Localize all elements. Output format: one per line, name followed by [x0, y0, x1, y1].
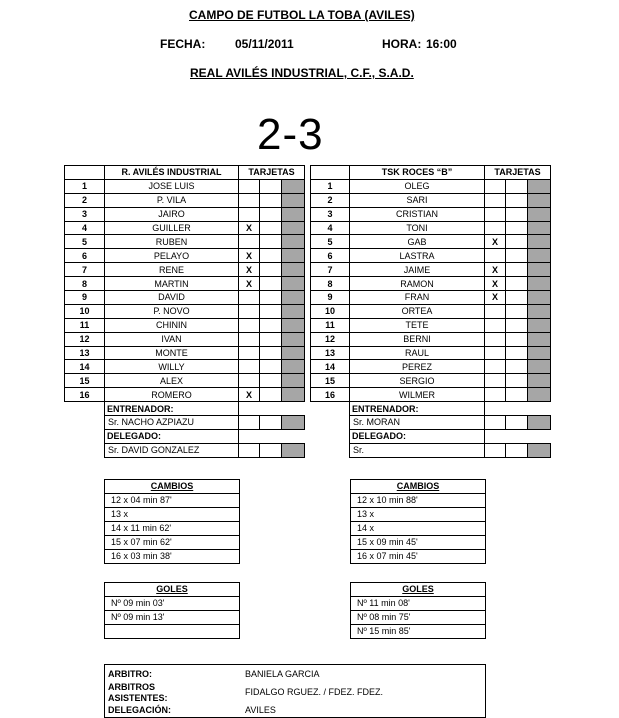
away-delegate-card1 — [485, 443, 506, 457]
away-player-card2 — [506, 193, 528, 207]
home-player-card2 — [260, 388, 282, 402]
away-player-name: JAIME — [350, 263, 485, 277]
away-delegate-name: Sr. — [350, 443, 485, 457]
home-player-card3 — [282, 221, 305, 235]
away-player-row — [311, 291, 551, 305]
away-player-name: LASTRA — [350, 249, 485, 263]
home-coach-card1 — [239, 416, 260, 430]
home-player-card2 — [260, 221, 282, 235]
home-player-card1 — [239, 332, 260, 346]
home-player-name: GUILLER — [105, 221, 239, 235]
away-player-number: 14 — [311, 360, 350, 374]
home-player-name: CHININ — [105, 318, 239, 332]
home-coach-name: Sr. NACHO AZPIAZU — [105, 416, 239, 430]
away-goals-title: GOLES — [351, 583, 485, 597]
away-sub-4: 15 x 09 min 45' — [351, 536, 485, 550]
away-player-card3 — [528, 291, 551, 305]
away-coach-label: ENTRENADOR: — [350, 402, 485, 416]
away-player-card3 — [528, 318, 551, 332]
away-player-number: 12 — [311, 332, 350, 346]
away-player-card1 — [485, 249, 506, 263]
home-player-number: 5 — [65, 235, 105, 249]
away-player-card1 — [485, 179, 506, 193]
away-player-card1: X — [485, 235, 506, 249]
home-player-card2 — [260, 304, 282, 318]
away-player-card3 — [528, 304, 551, 318]
away-player-card3 — [528, 207, 551, 221]
away-player-card3 — [528, 193, 551, 207]
home-player-card1 — [239, 374, 260, 388]
away-player-number: 2 — [311, 193, 350, 207]
away-goal-3: Nº 15 min 85' — [357, 626, 411, 636]
home-player-number: 3 — [65, 207, 105, 221]
home-player-card3 — [282, 207, 305, 221]
home-team-name: R. AVILÉS INDUSTRIAL — [105, 166, 239, 180]
home-player-row — [65, 193, 305, 207]
home-player-card2 — [260, 374, 282, 388]
home-player-number: 11 — [65, 318, 105, 332]
spacer — [282, 402, 305, 416]
away-player-row — [311, 179, 551, 193]
home-player-name: WILLY — [105, 360, 239, 374]
home-sub-1: 12 x 04 min 87' — [105, 494, 239, 508]
away-player-number: 13 — [311, 346, 350, 360]
home-player-card1 — [239, 346, 260, 360]
home-player-row — [65, 304, 305, 318]
away-sub-3: 14 x — [351, 522, 485, 536]
home-sub-3: 14 x 11 min 62' — [105, 522, 239, 536]
referee-value: BANIELA GARCIA — [245, 669, 320, 679]
away-player-card2 — [506, 291, 528, 305]
home-player-card1 — [239, 318, 260, 332]
away-player-card2 — [506, 179, 528, 193]
home-delegate-card1 — [239, 443, 260, 457]
home-player-card1 — [239, 304, 260, 318]
home-player-name: JOSE LUIS — [105, 179, 239, 193]
away-player-row — [311, 263, 551, 277]
away-player-name: FRAN — [350, 291, 485, 305]
home-player-row — [65, 235, 305, 249]
away-player-card2 — [506, 332, 528, 346]
away-player-number: 11 — [311, 318, 350, 332]
home-player-number: 2 — [65, 193, 105, 207]
referee-label: ARBITRO: — [108, 669, 152, 679]
away-player-row — [311, 193, 551, 207]
home-player-card2 — [260, 207, 282, 221]
away-player-number: 1 — [311, 179, 350, 193]
away-player-card3 — [528, 388, 551, 402]
home-player-number: 14 — [65, 360, 105, 374]
away-player-card2 — [506, 374, 528, 388]
spacer — [311, 402, 350, 416]
away-lineup-table — [310, 165, 551, 458]
home-player-card3 — [282, 318, 305, 332]
home-player-card3 — [282, 277, 305, 291]
home-player-card2 — [260, 277, 282, 291]
home-player-card1: X — [239, 263, 260, 277]
home-player-number: 1 — [65, 179, 105, 193]
away-player-number: 4 — [311, 221, 350, 235]
spacer — [311, 416, 350, 430]
away-player-card2 — [506, 207, 528, 221]
away-goal-2: Nº 08 min 75' — [351, 611, 485, 625]
spacer — [311, 443, 350, 457]
home-player-card1: X — [239, 277, 260, 291]
home-player-name: P. NOVO — [105, 304, 239, 318]
home-sub-2: 13 x — [105, 508, 239, 522]
away-player-card1: X — [485, 263, 506, 277]
away-player-card3 — [528, 249, 551, 263]
spacer — [239, 429, 260, 443]
away-player-name: TONI — [350, 221, 485, 235]
home-player-name: P. VILA — [105, 193, 239, 207]
away-player-card2 — [506, 360, 528, 374]
away-player-card3 — [528, 346, 551, 360]
home-player-number: 7 — [65, 263, 105, 277]
away-player-name: RAMON — [350, 277, 485, 291]
away-player-card2 — [506, 277, 528, 291]
home-player-card2 — [260, 360, 282, 374]
away-player-name: CRISTIAN — [350, 207, 485, 221]
away-coach-card3 — [528, 416, 551, 430]
away-player-card1 — [485, 332, 506, 346]
home-sub-4: 15 x 07 min 62' — [105, 536, 239, 550]
home-player-card2 — [260, 235, 282, 249]
away-sub-5: 16 x 07 min 45' — [357, 551, 418, 561]
away-player-card3 — [528, 277, 551, 291]
home-player-card2 — [260, 263, 282, 277]
away-player-number: 16 — [311, 388, 350, 402]
home-player-card3 — [282, 235, 305, 249]
away-player-number: 6 — [311, 249, 350, 263]
home-player-card2 — [260, 249, 282, 263]
home-player-number: 9 — [65, 291, 105, 305]
away-player-row — [311, 332, 551, 346]
away-player-name: PEREZ — [350, 360, 485, 374]
home-coach-card2 — [260, 416, 282, 430]
home-player-name: PELAYO — [105, 249, 239, 263]
away-player-card2 — [506, 346, 528, 360]
home-player-row — [65, 221, 305, 235]
home-subs-box — [104, 479, 240, 564]
away-subs-box — [350, 479, 486, 564]
home-player-number: 15 — [65, 374, 105, 388]
away-player-card2 — [506, 304, 528, 318]
away-delegate-card3 — [528, 443, 551, 457]
home-delegate-card2 — [260, 443, 282, 457]
away-player-card1 — [485, 388, 506, 402]
away-coach-card1 — [485, 416, 506, 430]
away-coach-name: Sr. MORAN — [350, 416, 485, 430]
home-player-card1: X — [239, 249, 260, 263]
away-player-card1: X — [485, 291, 506, 305]
home-player-card1: X — [239, 388, 260, 402]
home-player-name: RENE — [105, 263, 239, 277]
away-player-number: 8 — [311, 277, 350, 291]
away-player-name: SERGIO — [350, 374, 485, 388]
home-player-card1 — [239, 179, 260, 193]
away-player-row — [311, 277, 551, 291]
home-delegate-card3 — [282, 443, 305, 457]
away-player-card3 — [528, 374, 551, 388]
away-delegate-label: DELEGADO: — [350, 429, 485, 443]
club-title: REAL AVILÉS INDUSTRIAL, C.F., S.A.D. — [190, 66, 414, 80]
home-delegate-name: Sr. DAVID GONZALEZ — [105, 443, 239, 457]
away-player-row — [311, 304, 551, 318]
spacer — [282, 429, 305, 443]
away-player-row — [311, 346, 551, 360]
home-sub-5: 16 x 03 min 38' — [111, 551, 172, 561]
away-player-row — [311, 318, 551, 332]
home-player-card2 — [260, 332, 282, 346]
away-player-card2 — [506, 318, 528, 332]
home-delegate-label: DELEGADO: — [105, 429, 239, 443]
match-score: 2-3 — [257, 110, 324, 159]
away-player-number: 7 — [311, 263, 350, 277]
home-player-number: 13 — [65, 346, 105, 360]
spacer — [528, 402, 551, 416]
home-player-row — [65, 291, 305, 305]
spacer — [65, 416, 105, 430]
away-player-card1 — [485, 193, 506, 207]
home-coach-label: ENTRENADOR: — [105, 402, 239, 416]
away-delegate-card2 — [506, 443, 528, 457]
away-player-card2 — [506, 249, 528, 263]
time-label: HORA: — [382, 37, 422, 51]
home-player-number: 6 — [65, 249, 105, 263]
home-player-card3 — [282, 360, 305, 374]
away-player-card3 — [528, 360, 551, 374]
date-value: 05/11/2011 — [235, 37, 294, 51]
home-player-card2 — [260, 291, 282, 305]
spacer — [311, 429, 350, 443]
spacer — [506, 429, 528, 443]
home-player-number: 10 — [65, 304, 105, 318]
home-player-card2 — [260, 318, 282, 332]
away-player-name: TETE — [350, 318, 485, 332]
home-lineup-table — [64, 165, 305, 458]
away-player-row — [311, 374, 551, 388]
home-player-card3 — [282, 179, 305, 193]
home-cards-header: TARJETAS — [239, 166, 305, 180]
assistants-value: FIDALGO RGUEZ. / FDEZ. FDEZ. — [245, 687, 384, 697]
away-player-number: 10 — [311, 304, 350, 318]
away-player-name: WILMER — [350, 388, 485, 402]
away-player-card3 — [528, 221, 551, 235]
away-player-card1 — [485, 207, 506, 221]
home-player-card3 — [282, 193, 305, 207]
away-subs-title: CAMBIOS — [351, 480, 485, 494]
away-player-row — [311, 221, 551, 235]
home-player-row — [65, 388, 305, 402]
time-value: 16:00 — [426, 37, 457, 51]
away-player-row — [311, 249, 551, 263]
away-player-row — [311, 207, 551, 221]
home-player-card3 — [282, 346, 305, 360]
home-player-number: 4 — [65, 221, 105, 235]
home-player-name: ROMERO — [105, 388, 239, 402]
away-player-card1 — [485, 304, 506, 318]
away-player-number: 3 — [311, 207, 350, 221]
away-player-card1 — [485, 221, 506, 235]
home-player-card3 — [282, 291, 305, 305]
officials-box — [104, 664, 486, 718]
home-player-row — [65, 346, 305, 360]
home-player-card3 — [282, 332, 305, 346]
home-player-card3 — [282, 374, 305, 388]
away-player-card1 — [485, 346, 506, 360]
home-player-number: 8 — [65, 277, 105, 291]
home-player-card1 — [239, 291, 260, 305]
away-coach-card2 — [506, 416, 528, 430]
home-player-card3 — [282, 388, 305, 402]
away-player-row — [311, 360, 551, 374]
delegation-value: AVILES — [245, 705, 276, 715]
away-player-name: OLEG — [350, 179, 485, 193]
away-player-name: ORTEA — [350, 304, 485, 318]
home-player-row — [65, 332, 305, 346]
home-player-row — [65, 374, 305, 388]
home-player-card1 — [239, 235, 260, 249]
away-player-card3 — [528, 179, 551, 193]
away-player-card3 — [528, 235, 551, 249]
spacer — [260, 402, 282, 416]
home-player-row — [65, 263, 305, 277]
away-player-card1 — [485, 318, 506, 332]
away-player-card2 — [506, 263, 528, 277]
away-team-name: TSK ROCES “B” — [350, 166, 485, 180]
spacer — [485, 402, 506, 416]
home-player-card1 — [239, 207, 260, 221]
home-goal-1: Nº 09 min 03' — [105, 597, 239, 611]
spacer — [506, 402, 528, 416]
away-player-card2 — [506, 235, 528, 249]
home-player-name: MARTIN — [105, 277, 239, 291]
home-player-row — [65, 249, 305, 263]
away-player-name: SARI — [350, 193, 485, 207]
home-player-row — [65, 360, 305, 374]
home-player-number: 16 — [65, 388, 105, 402]
home-player-name: JAIRO — [105, 207, 239, 221]
assistants-label: ARBITROS ASISTENTES: — [108, 682, 168, 703]
home-goal-2: Nº 09 min 13' — [105, 611, 239, 625]
home-player-card2 — [260, 193, 282, 207]
home-subs-title: CAMBIOS — [105, 480, 239, 494]
home-player-card1 — [239, 360, 260, 374]
spacer — [65, 443, 105, 457]
away-goals-box — [350, 582, 486, 639]
away-goal-1: Nº 11 min 08' — [351, 597, 485, 611]
spacer — [65, 429, 105, 443]
home-player-name: RUBEN — [105, 235, 239, 249]
away-header-spacer — [311, 166, 350, 180]
away-player-row — [311, 235, 551, 249]
home-player-card3 — [282, 263, 305, 277]
home-player-number: 12 — [65, 332, 105, 346]
home-player-row — [65, 207, 305, 221]
home-player-card3 — [282, 249, 305, 263]
away-player-name: GAB — [350, 235, 485, 249]
away-player-card1: X — [485, 277, 506, 291]
home-goals-title: GOLES — [105, 583, 239, 597]
away-player-card2 — [506, 388, 528, 402]
venue-title: CAMPO DE FUTBOL LA TOBA (AVILES) — [189, 8, 415, 22]
home-goals-box — [104, 582, 240, 639]
home-player-row — [65, 277, 305, 291]
away-player-name: BERNI — [350, 332, 485, 346]
away-player-number: 5 — [311, 235, 350, 249]
away-player-name: RAUL — [350, 346, 485, 360]
home-player-name: DAVID — [105, 291, 239, 305]
away-sub-1: 12 x 10 min 88' — [351, 494, 485, 508]
away-player-card3 — [528, 263, 551, 277]
spacer — [239, 402, 260, 416]
delegation-label: DELEGACIÓN: — [108, 705, 171, 715]
away-player-number: 15 — [311, 374, 350, 388]
home-player-card1: X — [239, 221, 260, 235]
home-player-name: ALEX — [105, 374, 239, 388]
away-player-card3 — [528, 332, 551, 346]
date-label: FECHA: — [160, 37, 206, 51]
away-player-card1 — [485, 360, 506, 374]
away-sub-2: 13 x — [351, 508, 485, 522]
home-player-row — [65, 179, 305, 193]
home-player-row — [65, 318, 305, 332]
spacer — [260, 429, 282, 443]
away-player-row — [311, 388, 551, 402]
home-player-card3 — [282, 304, 305, 318]
away-player-number: 9 — [311, 291, 350, 305]
home-player-card2 — [260, 179, 282, 193]
spacer — [485, 429, 506, 443]
away-player-card2 — [506, 221, 528, 235]
home-player-name: MONTE — [105, 346, 239, 360]
home-coach-card3 — [282, 416, 305, 430]
home-header-spacer — [65, 166, 105, 180]
home-player-card1 — [239, 193, 260, 207]
home-player-card2 — [260, 346, 282, 360]
home-player-name: IVAN — [105, 332, 239, 346]
home-goal-3 — [105, 625, 239, 638]
away-player-card1 — [485, 374, 506, 388]
away-cards-header: TARJETAS — [485, 166, 551, 180]
spacer — [65, 402, 105, 416]
spacer — [528, 429, 551, 443]
